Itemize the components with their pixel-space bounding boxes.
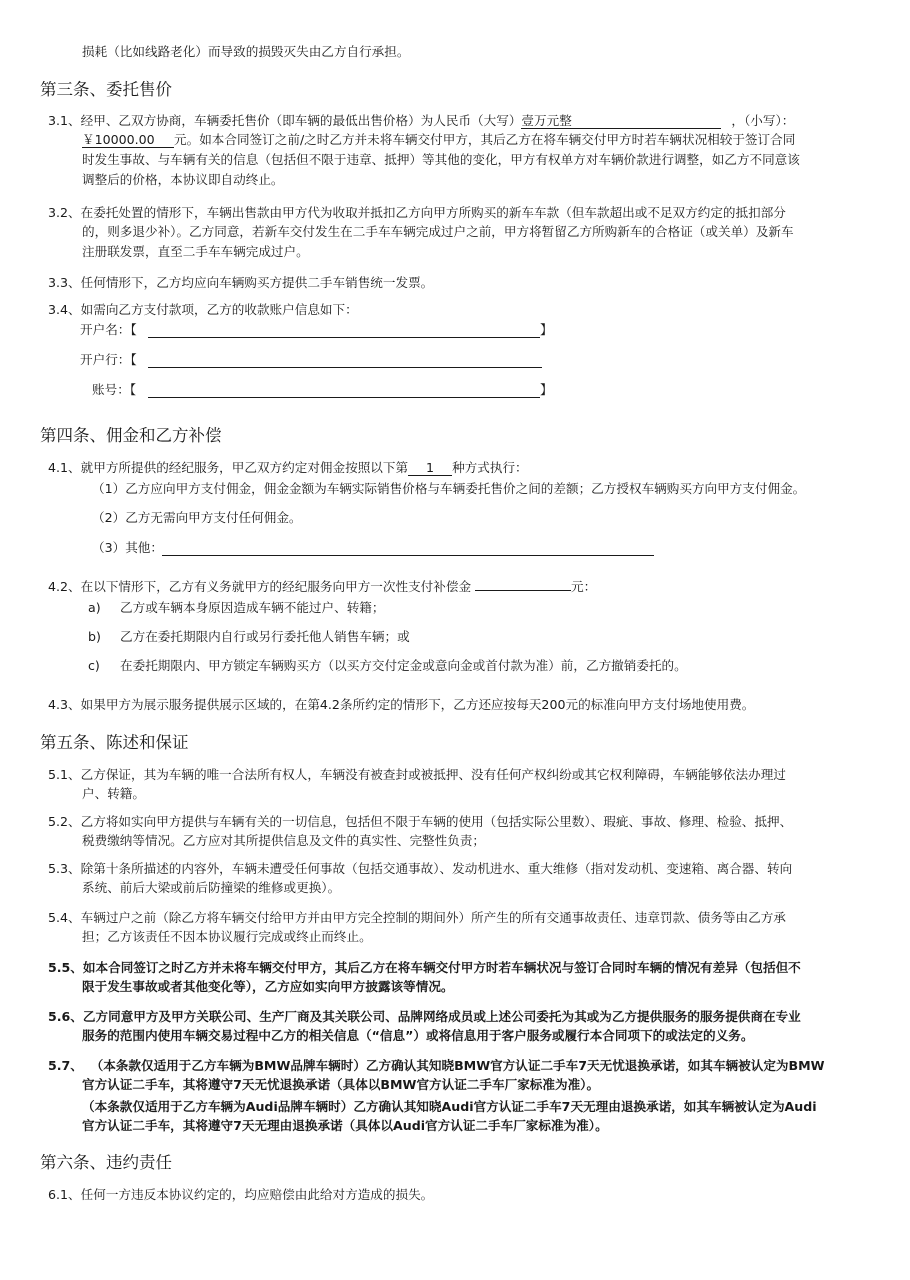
clause-3-3: 3.3、任何情形下，乙方均应向车辆购买方提供二手车销售统一发票。	[48, 275, 434, 290]
account-name-row: 开户名：【	[80, 322, 137, 337]
account-number-row: 账号：【	[92, 382, 137, 397]
case-b: 乙方在委托期限内自行或另行委托他人销售车辆；或	[120, 629, 410, 644]
clause-5-2: 5.2、乙方将如实向甲方提供与车辆有关的一切信息，包括但不限于车辆的使用（包括实际公里数）、瑕疵、事故、修理、检验、抵押、	[48, 814, 793, 829]
commission-method-field: 1	[408, 460, 452, 476]
clause-4-3: 4.3、如果甲方为展示服务提供展示区域的，在第4.2条所约定的情形下，乙方还应按每天200元的标准向甲方支付场地使用费。	[48, 697, 755, 712]
amount-lower-field: ￥10000.00	[82, 132, 174, 148]
commission-option-2: （2）乙方无需向甲方支付任何佣金。	[92, 510, 302, 525]
article-4-title: 第四条、佣金和乙方补偿	[40, 426, 222, 445]
bank-row: 开户行：【	[80, 352, 137, 367]
clause-4-1: 4.1、就甲方所提供的经纪服务，甲乙双方约定对佣金按照以下第 1 种方式执行：	[48, 460, 528, 475]
case-c: 在委托期限内、甲方锁定车辆购买方（以买方交付定金或意向金或首付款为准）前，乙方撤销委托的。	[120, 658, 687, 673]
clause-5-1: 5.1、乙方保证，其为车辆的唯一合法所有权人，车辆没有被查封或被抵押、没有任何产权纠纷或其它权利障碍，车辆能够依法办理过	[48, 767, 786, 782]
clause-5-3: 5.3、除第十条所描述的内容外，车辆未遭受任何事故（包括交通事故）、发动机进水、重大维修（指对发动机、变速箱、离合器、转向	[48, 861, 793, 876]
clause-3-1: 3.1、经甲、乙双方协商，车辆委托售价（即车辆的最低出售价格）为人民币（大写）壹万元整 ，（小写）：	[48, 113, 795, 128]
account-name-line	[148, 337, 540, 338]
clause-5-5: 5.5、如本合同签订之时乙方并未将车辆交付甲方，其后乙方在将车辆交付甲方时若车辆状况与签订合同时车辆的情况有差异（包括但不	[48, 960, 801, 975]
clause-5-7: 5.7、 （本条款仅适用于乙方车辆为BMW品牌车辆时）乙方确认其知晓BMW官方认证二手车7天无忧退换承诺，如其车辆被认定为BMW	[48, 1058, 825, 1073]
article-3-title: 第三条、委托售价	[40, 80, 172, 99]
bank-line	[148, 367, 542, 368]
amount-upper-field: 壹万元整	[521, 113, 721, 129]
other-option-line	[162, 555, 654, 556]
clause-5-6: 5.6、乙方同意甲方及甲方关联公司、生产厂商及其关联公司、品牌网络成员或上述公司委托为其或为乙方提供服务的服务提供商在专业	[48, 1009, 801, 1024]
compensation-amount-field	[475, 590, 571, 591]
contract-page: 损耗（比如线路老化）而导致的损毁灭失由乙方自行承担。 第三条、委托售价 3.1、经甲、乙双方协商，车辆委托售价（即车辆的最低出售价格）为人民币（大写）壹万元整 ，（小写）： ￥10000.00 元。如本合同签订之前/之时乙方并未将车辆交付甲方，其后乙方在将车辆交付甲方时若车辆状况相较于签订合同 时发生事故、与车辆有关的信息（包括但不限于违章、抵押）等其他的变化，甲方有权单方对车辆价款进行调整，如乙方不同意该 调整后的价格，本协议即自动终止。 3.2、在委托处置的情形下，车辆出售款由甲方代为收取并抵扣乙方向甲方所购买的新车车款（但车款超出或不足双方约定的抵扣部分 的，则多退少补）。乙方同意，若新车交付发生在二手车车辆完成过户之前，甲方将暂留乙方所购新车的合格证（或关单）及新车 注册联发票，直至二手车车辆完成过户。 3.3、任何情形下，乙方均应向车辆购买方提供二手车销售统一发票。 3.4、如需向乙方支付款项，乙方的收款账户信息如下： 开户名：【 】 开户行：【 账号：【 】 第四条、佣金和乙方补偿 4.1、就甲方所提供的经纪服务，甲乙双方约定对佣金按照以下第 1 种方式执行： （1）乙方应向甲方支付佣金，佣金金额为车辆实际销售价格与车辆委托售价之间的差额；乙方授权车辆购买方向甲方支付佣金。 （2）乙方无需向甲方支付任何佣金。 （3）其他： 4.2、在以下情形下，乙方有义务就甲方的经纪服务向甲方一次性支付补偿金 元： a) 乙方或车辆本身原因造成车辆不能过户、转籍； b) 乙方在委托期限内自行或另行委托他人销售车辆；或 c) 在委托期限内、甲方锁定车辆购买方（以买方交付定金或意向金或首付款为准）前，乙方撤销委托的。 4.3、如果甲方为展示服务提供展示区域的，在第4.2条所约定的情形下，乙方还应按每天200元的标准向甲方支付场地使用费。 第五条、陈述和保证 5.1、乙方保证，其为车辆的唯一合法所有权人，车辆没有被查封或被抵押、没有任何产权纠纷或其它权利障碍，车辆能够依法办理过 户、转籍。 5.2、乙方将如实向甲方提供与车辆有关的一切信息，包括但不限于车辆的使用（包括实际公里数）、瑕疵、事故、修理、检验、抵押、 税费缴纳等情况。乙方应对其所提供信息及文件的真实性、完整性负责； 5.3、除第十条所描述的内容外，车辆未遭受任何事故（包括交通事故）、发动机进水、重大维修（指对发动机、变速箱、离合器、转向 系统、前后大梁或前后防撞梁的维修或更换）。 5.4、车辆过户之前（除乙方将车辆交付给甲方并由甲方完全控制的期间外）所产生的所有交通事故责任、违章罚款、债务等由乙方承 担；乙方该责任不因本协议履行完成或终止而终止。 5.5、如本合同签订之时乙方并未将车辆交付甲方，其后乙方在将车辆交付甲方时若车辆状况与签订合同时车辆的情况有差异（包括但不 限于发生事故或者其他变化等），乙方应如实向甲方披露该等情况。 5.6、乙方同意甲方及甲方关联公司、生产厂商及其关联公司、品牌网络成员或上述公司委托为其或为乙方提供服务的服务提供商在专业 服务的范围内使用车辆交易过程中乙方的相关信息（“信息”）或将信息用于客户服务或履行本合同项下的或法定的义务。 5.7、 （本条款仅适用于乙方车辆为BMW品牌车辆时）乙方确认其知晓BMW官方认证二手车7天无忧退换承诺，如其车辆被认定为BMW 官方认证二手车，其将遵守7天无忧退换承诺（具体以BMW官方认证二手车厂家标准为准）。 （本条款仅适用于乙方车辆为Audi品牌车辆时）乙方确认其知晓Audi官方认证二手车7天无理由退换承诺，如其车辆被认定为Audi 官方认证二手车，其将遵守7天无理由退换承诺（具体以Audi官方认证二手车厂家标准为准）。 第六条、违约责任 6.1、任何一方违反本协议约定的，均应赔偿由此给对方造成的损失。	[40, 44, 825, 1202]
clause-3-4: 3.4、如需向乙方支付款项，乙方的收款账户信息如下：	[48, 302, 358, 317]
clause-3-2: 3.2、在委托处置的情形下，车辆出售款由甲方代为收取并抵扣乙方向甲方所购买的新车车款（但车款超出或不足双方约定的抵扣部分	[48, 205, 786, 220]
commission-option-1: （1）乙方应向甲方支付佣金，佣金金额为车辆实际销售价格与车辆委托售价之间的差额；乙方授权车辆购买方向甲方支付佣金。	[92, 481, 806, 496]
clause-6-1: 6.1、任何一方违反本协议约定的，均应赔偿由此给对方造成的损失。	[48, 1187, 434, 1202]
clause-4-2: 4.2、在以下情形下，乙方有义务就甲方的经纪服务向甲方一次性支付补偿金 元：	[48, 579, 597, 594]
commission-option-3: （3）其他：	[92, 540, 163, 555]
clause-number: 3.1、	[48, 113, 81, 128]
case-a: 乙方或车辆本身原因造成车辆不能过户、转籍；	[120, 600, 385, 615]
carryover-line: 损耗（比如线路老化）而导致的损毁灭失由乙方自行承担。	[82, 44, 410, 59]
clause-5-4: 5.4、车辆过户之前（除乙方将车辆交付给甲方并由甲方完全控制的期间外）所产生的所有交通事故责任、违章罚款、债务等由乙方承	[48, 910, 786, 925]
account-number-line	[148, 397, 540, 398]
article-5-title: 第五条、陈述和保证	[40, 733, 189, 752]
article-6-title: 第六条、违约责任	[40, 1153, 172, 1172]
